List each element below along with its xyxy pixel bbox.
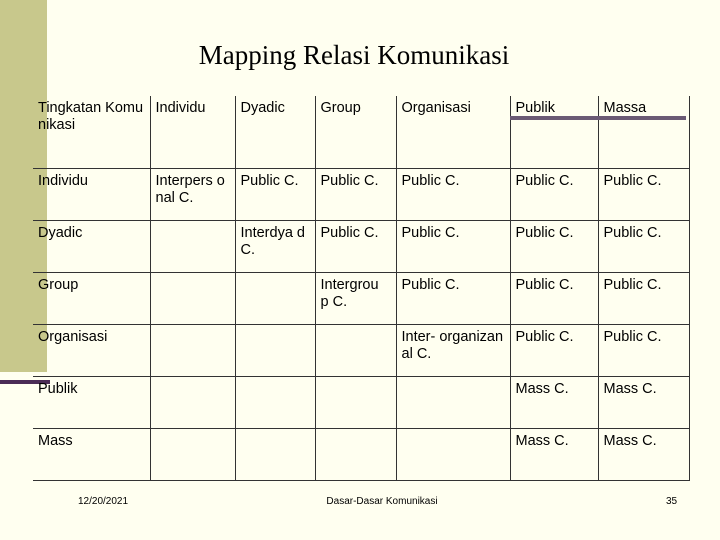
row-label: Dyadic xyxy=(33,221,150,273)
table-cell xyxy=(396,377,510,429)
header-cell: Tingkatan Komunikasi xyxy=(33,96,150,169)
table-row xyxy=(33,429,689,481)
table-row xyxy=(33,273,689,325)
header-cell: Massa xyxy=(598,96,689,169)
table-row xyxy=(33,221,689,273)
table-cell: Public C. xyxy=(396,169,510,221)
page-number: 35 xyxy=(666,496,678,507)
table-cell xyxy=(315,377,396,429)
table-cell: Public C. xyxy=(510,221,598,273)
slide-title: Mapping Relasi Komunikasi xyxy=(198,40,510,70)
table-cell: Public C. xyxy=(315,221,396,273)
header-cell: Group xyxy=(315,96,396,169)
row-label: Publik xyxy=(33,377,150,429)
table-cell xyxy=(150,273,235,325)
table-cell: Public C. xyxy=(598,221,689,273)
row-label: Group xyxy=(33,273,150,325)
header-cell: Dyadic xyxy=(235,96,315,169)
table-cell: Intergrou p C. xyxy=(315,273,396,325)
footer-title: Dasar-Dasar Komunikasi xyxy=(326,496,438,507)
table-cell xyxy=(235,273,315,325)
row-label: Mass xyxy=(33,429,150,481)
table-cell: Public C. xyxy=(510,273,598,325)
table-cell xyxy=(150,325,235,377)
header-accent-line xyxy=(510,116,686,120)
communication-mapping-table xyxy=(33,96,690,481)
table-cell xyxy=(235,429,315,481)
table-cell xyxy=(315,429,396,481)
table-cell xyxy=(150,377,235,429)
table-cell: Mass C. xyxy=(510,429,598,481)
table-row xyxy=(33,377,689,429)
table-cell: Mass C. xyxy=(598,429,689,481)
table-cell xyxy=(315,325,396,377)
table-cell: Mass C. xyxy=(510,377,598,429)
table-row xyxy=(33,169,689,221)
table-cell xyxy=(150,429,235,481)
header-cell: Publik xyxy=(510,96,598,169)
header-cell: Individu xyxy=(150,96,235,169)
table-cell: Inter- organizanal C. xyxy=(396,325,510,377)
table-cell: Public C. xyxy=(396,221,510,273)
table-cell: Public C. xyxy=(396,273,510,325)
table-header-row xyxy=(33,96,689,169)
table-cell xyxy=(150,221,235,273)
table-cell: Public C. xyxy=(510,169,598,221)
table-cell: Public C. xyxy=(598,325,689,377)
row-label: Individu xyxy=(33,169,150,221)
table-cell xyxy=(235,377,315,429)
table-cell: Public C. xyxy=(235,169,315,221)
table-cell: Public C. xyxy=(315,169,396,221)
footer-date: 12/20/2021 xyxy=(78,496,129,507)
table-cell: Interpers onal C. xyxy=(150,169,235,221)
table-cell xyxy=(396,429,510,481)
row-label: Organisasi xyxy=(33,325,150,377)
table-cell: Mass C. xyxy=(598,377,689,429)
table-cell: Public C. xyxy=(510,325,598,377)
header-cell: Organisasi xyxy=(396,96,510,169)
table-cell: Interdya d C. xyxy=(235,221,315,273)
table-row xyxy=(33,325,689,377)
table-cell xyxy=(235,325,315,377)
table-cell: Public C. xyxy=(598,169,689,221)
table-cell: Public C. xyxy=(598,273,689,325)
